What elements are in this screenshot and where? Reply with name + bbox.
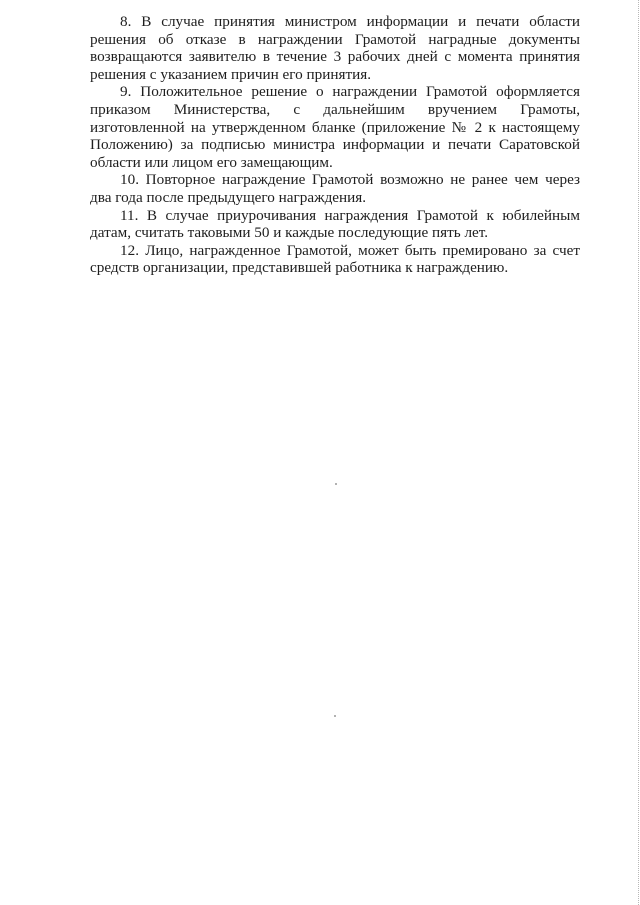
paragraph-10: 10. Повторное награждение Грамотой возможно не ранее чем через два года после предыдущего награждения. — [90, 171, 580, 206]
paragraph-8: 8. В случае принятия министром информации и печати области решения об отказе в награждении Грамотой наградные документы возвращаются заявителю в течение 3 рабочих дней с момента принятия решения с указанием причин его принятия. — [90, 13, 580, 83]
scan-edge-dotted-line — [637, 0, 639, 905]
scan-speck — [335, 483, 337, 485]
scan-speck — [334, 715, 336, 717]
document-body — [90, 13, 580, 277]
paragraph-9: 9. Положительное решение о награждении Грамотой оформляется приказом Министерства, с дальнейшим вручением Грамоты, изготовленной на утвержденном бланке (приложение № 2 к настоящему Положению) за подписью министра информации и печати Саратовской области или лицом его замещающим. — [90, 83, 580, 171]
paragraph-11: 11. В случае приурочивания награждения Грамотой к юбилейным датам, считать таковыми 50 и каждые последующие пять лет. — [90, 206, 580, 242]
paragraph-12: 12. Лицо, награжденное Грамотой, может быть премировано за счет средств организации, представившей работника к награждению. — [90, 241, 580, 277]
